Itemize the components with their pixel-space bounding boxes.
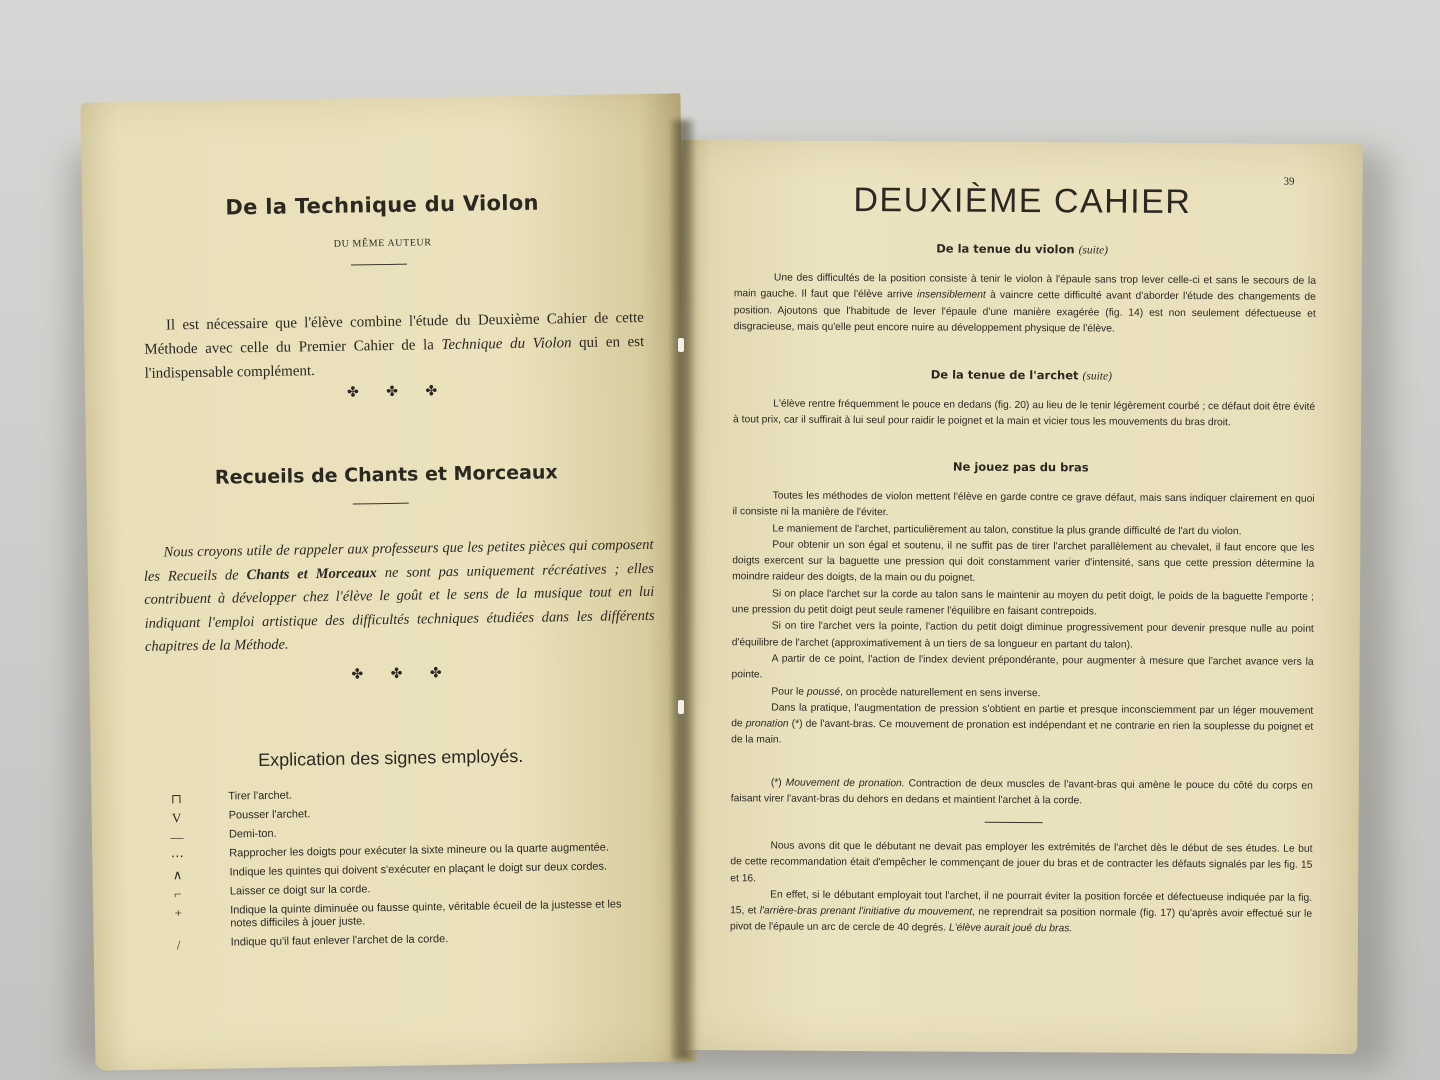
left-page-title: De la Technique du Violon xyxy=(225,190,539,220)
paragraph: Le maniement de l'archet, particulièrement au talon, constitue la plus grande difficulté de l'art du violon. xyxy=(772,523,1242,537)
sign-text: Rapprocher les doigts pour exécuter la sixte mineure ou la quarte augmentée. xyxy=(229,841,610,860)
heading-tenue-archet: De la tenue de l'archet (suite) xyxy=(930,367,1112,383)
ornament-stars: ✤ ✤ ✤ xyxy=(351,665,454,683)
sign-symbol: ∧ xyxy=(172,867,183,883)
binding-staple xyxy=(678,338,684,352)
sign-symbol: + xyxy=(174,905,182,921)
sign-symbol: — xyxy=(170,829,184,845)
paragraph: Toutes les méthodes de violon mettent l'élève en garde contre ce grave défaut, mais sans indiquer clairement en quoi il consiste ni la manière de l'éviter. xyxy=(732,490,1315,519)
footnote: (*) Mouvement de pronation. Contraction de deux muscles de l'avant-bras qui amène le pouce du côté du corps en faisant virer l'avant-bras du dehors en dedans et maintient l'archet à la corde. xyxy=(730,777,1313,807)
paragraph: Dans la pratique, l'augmentation de pression s'obtient en partie et presque inconsciemment par un léger mouvement de pronation (*) de l'avant-bras. Ce mouvement de pronation est indépendant et ne contrarie en rien la souplesse du poignet et de la main. xyxy=(731,702,1314,746)
paragraph-group xyxy=(730,838,1313,939)
left-page-subtitle: DU MÊME AUTEUR xyxy=(333,237,432,250)
right-page xyxy=(677,140,1363,1054)
page-number: 39 xyxy=(1283,175,1295,188)
binding-staple xyxy=(678,700,684,714)
ornament-stars: ✤ ✤ ✤ xyxy=(346,384,450,401)
signs-list xyxy=(166,784,649,957)
paragraph: Nous avons dit que le débutant ne devait pas employer les extrémités de l'archet dès le début de ses études. Le but de cette recommandation était d'empêcher le commençant de jouer du bras et de contracter les défauts signalés par les fig. 15 et 16. xyxy=(730,840,1313,884)
book-gutter xyxy=(672,120,694,1060)
paragraph: A partir de ce point, l'action de l'index devient prépondérante, pour augmenter à mesure que l'archet avance vers la pointe. xyxy=(731,653,1314,681)
sign-text: Indique les quintes qui doivent s'exécuter en plaçant le doigt sur deux cordes. xyxy=(229,860,608,879)
paragraph: Si on place l'archet sur la corde au talon sans le maintenir au moyen du petit doigt, le poids de la baguette l'emporte ; une pression du petit doigt peut seule ramener l'équilibre en faisant contrepoids. xyxy=(731,588,1315,618)
divider xyxy=(351,264,407,266)
paragraph: Pour le poussé, on procède naturellement en sens inverse. xyxy=(771,686,1041,699)
paragraph: Une des difficultés de la position consiste à tenir le violon à l'épaule sans trop lever celle-ci et sans le secours de la main gauche. Il faut que l'élève arrive insensiblement à vaincre cette difficulté avant d'aborder l'étude des changements de position. Ajoutons que l'habitude de lever l'épaule d'une manière exagérée (fig. 14) est non seulement défectueuse et disgracieuse, mais qu'elle peut encore nuire au développement physique de l'élève. xyxy=(733,272,1316,335)
paragraph: Pour obtenir un son égal et soutenu, il ne suffit pas de tirer l'archet parallèlement au chevalet, il faut encore que les doigts exercent sur la baguette une pression qui doit constamment varier d'intensité, sans que cette pression détermine la moindre raideur des doigts, de la main ou du poignet. xyxy=(732,539,1315,585)
sign-text: Laisser ce doigt sur la corde. xyxy=(229,883,371,898)
sign-symbol: ⊓ xyxy=(170,791,182,807)
page-title: DEUXIÈME CAHIER xyxy=(853,180,1192,222)
sign-symbol: ⋯ xyxy=(170,848,184,864)
sign-symbol: / xyxy=(176,937,181,953)
paragraph-recueils: Nous croyons utile de rappeler aux professeurs que les petites pièces qui composent les Recueils de Chants et Morceaux ne sont pas uniquement récréatives ; elles contribuent à développer chez l'élève le goût et le sens de la musique tout en lui indiquant l'emploi artistique des difficultés techniques étudiées dans les différents chapitres de la Méthode. xyxy=(143,536,655,655)
paragraph-group xyxy=(731,488,1315,752)
divider xyxy=(353,503,409,505)
signs-title: Explication des signes employés. xyxy=(258,745,524,771)
sign-symbol: ⌐ xyxy=(174,886,182,902)
paragraph: L'élève rentre fréquemment le pouce en dedans (fig. 20) au lieu de le tenir légèrement courbé ; ce défaut doit être évité à tout prix, car il suffirait à lui seul pour raidir le poignet et la main et vicier tous les mouvements du bras droit. xyxy=(733,398,1316,429)
sign-text: Indique la quinte diminuée ou fausse quinte, véritable écueil de la justesse et les notes difficiles à jouer juste. xyxy=(230,898,622,930)
divider xyxy=(985,822,1043,823)
sign-symbol: V xyxy=(171,810,182,826)
paragraph: Si on tire l'archet vers la pointe, l'action du petit doigt diminue progressivement pour devenir presque nulle au point d'équilibre de l'archet (approximativement à un tiers de sa longueur en partant du talon). xyxy=(731,620,1314,651)
sign-text: Tirer l'archet. xyxy=(228,789,292,803)
paragraph: En effet, si le débutant employait tout l'archet, il ne pourrait éviter la position forcée et défectueuse indiquée par la fig. 15, et l'arrière-bras prenant l'initiative du mouvement, ne reprendrait sa position normale (fig. 17) qu'après avoir effectué sur le pivot de l'épaule un arc de cercle de 40 degrés. L'élève aurait joué du bras. xyxy=(729,889,1313,935)
paragraph-technique: Il est nécessaire que l'élève combine l'étude du Deuxième Cahier de cette Méthode avec celle du Premier Cahier de la Technique du Violon qui en est l'indispensable complément. xyxy=(144,309,645,382)
section-title-recueils: Recueils de Chants et Morceaux xyxy=(214,461,558,489)
left-page xyxy=(80,93,695,1070)
heading-bras: Ne jouez pas du bras xyxy=(952,459,1089,475)
sign-text: Indique qu'il faut enlever l'archet de la corde. xyxy=(230,933,449,949)
sign-text: Pousser l'archet. xyxy=(228,808,311,822)
sign-text: Demi-ton. xyxy=(228,827,277,841)
heading-tenue-violon: De la tenue du violon (suite) xyxy=(936,241,1109,257)
